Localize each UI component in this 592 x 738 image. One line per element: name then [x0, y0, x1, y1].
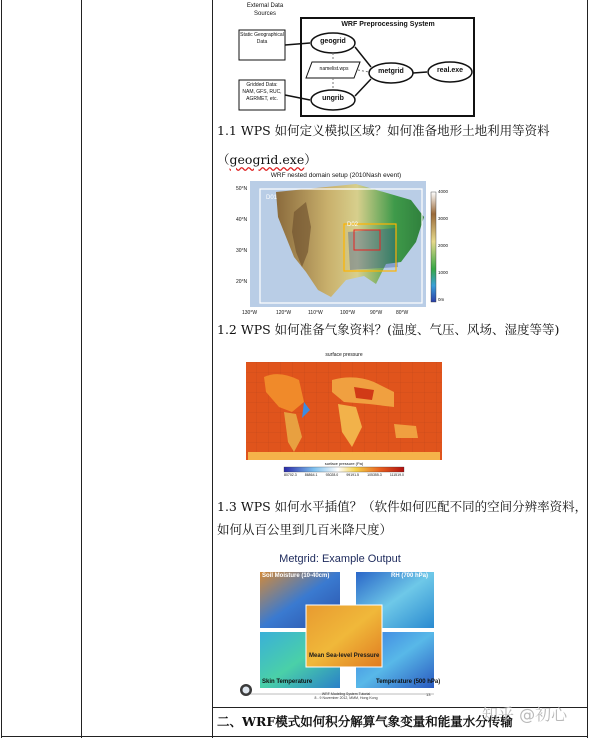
colorbar-label-4000: 4000	[438, 189, 449, 194]
paren-close: ）	[304, 152, 317, 167]
metgrid-node: metgrid	[378, 68, 404, 75]
pressure-map-title: surface pressure	[325, 352, 363, 358]
pressure-colorbar-title: surface pressure (Pa)	[324, 461, 364, 466]
geogrid-node: geogrid	[320, 38, 346, 45]
lon-label-120: 120°W	[276, 310, 292, 316]
temp-500-label: Temperature (500 hPa)	[376, 679, 441, 685]
colorbar-label-2000: 2000	[438, 243, 449, 248]
lat-label-40: 40°N	[236, 217, 248, 223]
pressure-tick: 80702.3	[284, 473, 297, 477]
slide-page-number: 13	[426, 692, 431, 697]
wps-flow-diagram	[238, 0, 478, 118]
slide-footer-2: 8 - 9 November 2012, MMM, Hong Kong	[314, 696, 378, 700]
colorbar-label-1000: 1000	[438, 270, 449, 275]
section-1-3-line1: 1.3 WPS 如何水平插值？（软件如何匹配不同的空间分辨率资料，	[217, 499, 588, 514]
metgrid-slide-title: Metgrid: Example Output	[279, 553, 401, 565]
lon-label-110: 110°W	[308, 310, 323, 316]
pressure-tick: 111519.0	[389, 473, 404, 477]
table-border-left	[1, 0, 2, 738]
zhihu-watermark: 知乎 @初心	[482, 705, 568, 724]
lat-label-50: 50°N	[236, 186, 248, 192]
lon-label-130: 130°W	[242, 310, 258, 316]
table-border-right	[587, 0, 588, 738]
pressure-tick: 99191.5	[346, 473, 359, 477]
lon-label-100: 100°W	[340, 310, 356, 316]
slide-footer-1: WRF Modeling System Tutorial	[321, 692, 371, 696]
nested-map-title: WRF nested domain setup (2010Nash event)	[270, 172, 402, 179]
gridded-data-box: Gridded Data: NAM, GFS, RUC, AGRMET, etc.	[242, 82, 282, 102]
lat-label-20: 20°N	[236, 279, 248, 285]
colorbar-label-3000: 3000	[438, 216, 449, 221]
geogrid-exe-code: geogrid.exe	[229, 152, 305, 167]
section-2-heading	[217, 714, 513, 730]
pressure-tick: 105355.3	[367, 473, 382, 477]
section-1-1-heading: 1.1 WPS 如何定义模拟区域？如何准备地形土地利用等资料	[217, 123, 550, 138]
metgrid-example-slide	[236, 550, 444, 702]
static-data-box: Static Geographical Data	[240, 32, 284, 45]
skin-temp-label: Skin Temperature	[262, 679, 313, 685]
section-1-1-subline	[217, 152, 317, 168]
colorbar-label-0m: 0m	[438, 297, 445, 302]
surface-pressure-map	[244, 352, 444, 486]
lon-label-80: 80°W	[396, 310, 409, 316]
pressure-colorbar-ticks	[284, 473, 404, 477]
wps-system-title: WRF Preprocessing System	[341, 21, 435, 28]
paren-open: （	[217, 152, 230, 167]
soil-moisture-label: Soil Moisture (10-40cm)	[262, 573, 330, 579]
section-1-2-heading: 1.2 WPS 如何准备气象资料？(温度、气压、风场、湿度等等)	[217, 322, 560, 337]
lon-label-90: 90°W	[370, 310, 383, 316]
namelist-node: namelist.wps	[319, 66, 349, 72]
section-2-text: 二、WRF模式如何积分解算气象变量和能量水分传输	[217, 714, 513, 729]
ungrib-node: ungrib	[322, 95, 344, 102]
pressure-tick: 86864.1	[304, 473, 318, 477]
mslp-label: Mean Sea-level Pressure	[309, 653, 380, 659]
d01-label: D01	[266, 195, 278, 201]
rh-label: RH (700 hPa)	[391, 573, 429, 579]
nested-domain-map	[236, 172, 458, 318]
realexe-node: real.exe	[436, 67, 464, 74]
section-1-3-line2: 如何从百公里到几百米降尺度）	[217, 522, 393, 537]
d02-label: D02	[347, 222, 359, 228]
lat-label-30: 30°N	[236, 248, 248, 254]
table-divider-1	[81, 0, 82, 738]
pressure-tick: 93028.0	[325, 473, 339, 477]
table-divider-2	[212, 0, 213, 738]
table-border-bottom	[1, 736, 588, 737]
external-data-title: External Data Sources	[246, 3, 284, 17]
